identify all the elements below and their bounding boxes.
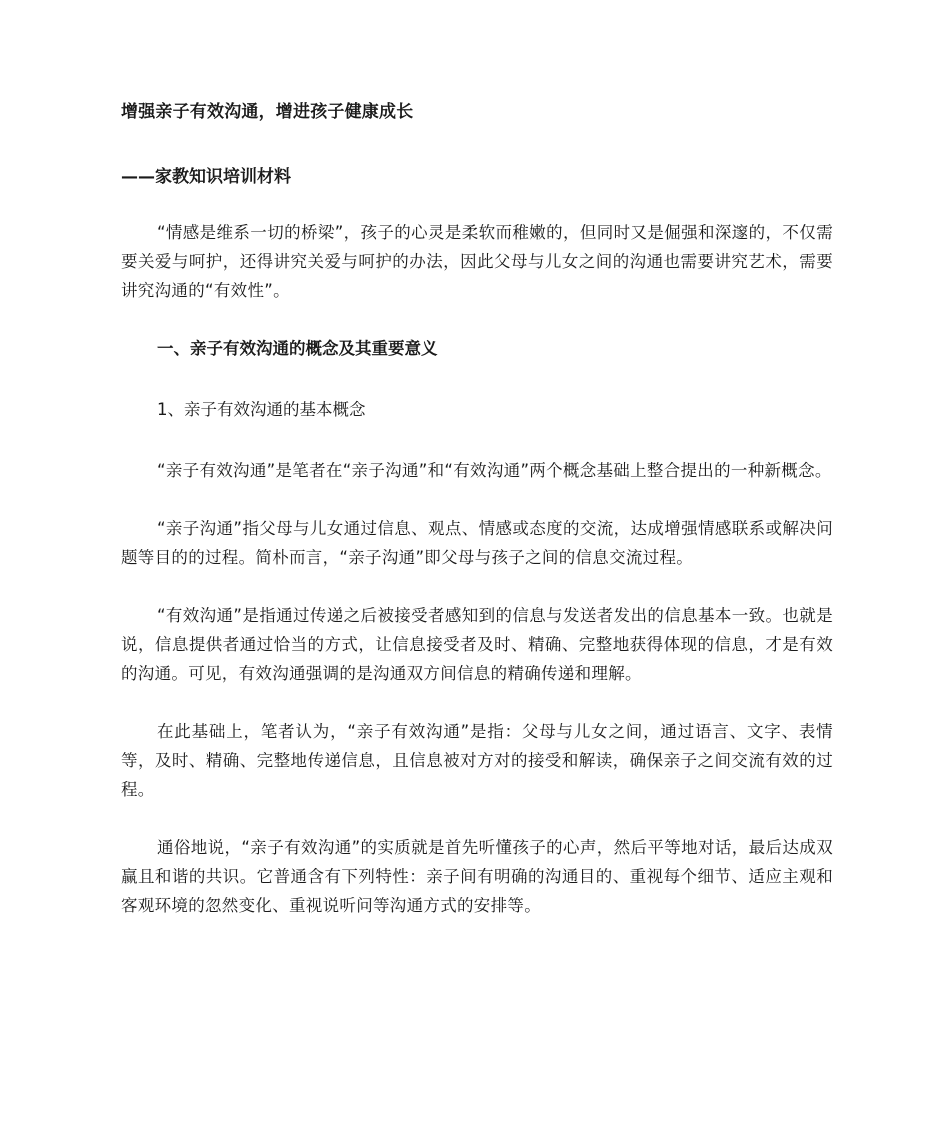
document-subtitle: ——家教知识培训材料 [121, 167, 291, 187]
section-heading: 一、亲子有效沟通的概念及其重要意义 [157, 339, 438, 358]
body-paragraph: “亲子沟通”指父母与儿女通过信息、观点、情感或态度的交流，达成增强情感联系或解决问题等目的的过程。简朴而言，“亲子沟通”即父母与孩子之间的信息交流过程。 [121, 519, 833, 567]
subsection-heading: 1、亲子有效沟通的基本概念 [157, 400, 366, 419]
body-paragraph: “亲子有效沟通”是笔者在“亲子沟通”和“有效沟通”两个概念基础上整合提出的一种新概念。 [157, 461, 832, 480]
body-paragraph: 在此基础上，笔者认为，“亲子有效沟通”是指：父母与儿女之间，通过语言、文字、表情等，及时、精确、完整地传递信息，且信息被对方对的接受和解读，确保亲子之间交流有效的过程。 [121, 722, 833, 799]
body-paragraph: “有效沟通”是指通过传递之后被接受者感知到的信息与发送者发出的信息基本一致。也就是说，信息提供者通过恰当的方式，让信息接受者及时、精确、完整地获得体现的信息，才是有效的沟通。可见，有效沟通强调的是沟通双方间信息的精确传递和理解。 [121, 606, 833, 683]
document-title: 增强亲子有效沟通，增进孩子健康成长 [121, 102, 414, 122]
document-body [121, 96, 833, 949]
intro-paragraph: “情感是维系一切的桥梁”，孩子的心灵是柔软而稚嫩的，但同时又是倔强和深邃的，不仅需要关爱与呵护，还得讲究关爱与呵护的办法，因此父母与儿女之间的沟通也需要讲究艺术，需要讲究沟通的“有效性”。 [121, 223, 833, 300]
body-paragraph: 通俗地说，“亲子有效沟通”的实质就是首先听懂孩子的心声，然后平等地对话，最后达成双赢且和谐的共识。它普通含有下列特性：亲子间有明确的沟通目的、重视每个细节、适应主观和客观环境的忽然变化、重视说听问等沟通方式的安排等。 [121, 838, 833, 915]
